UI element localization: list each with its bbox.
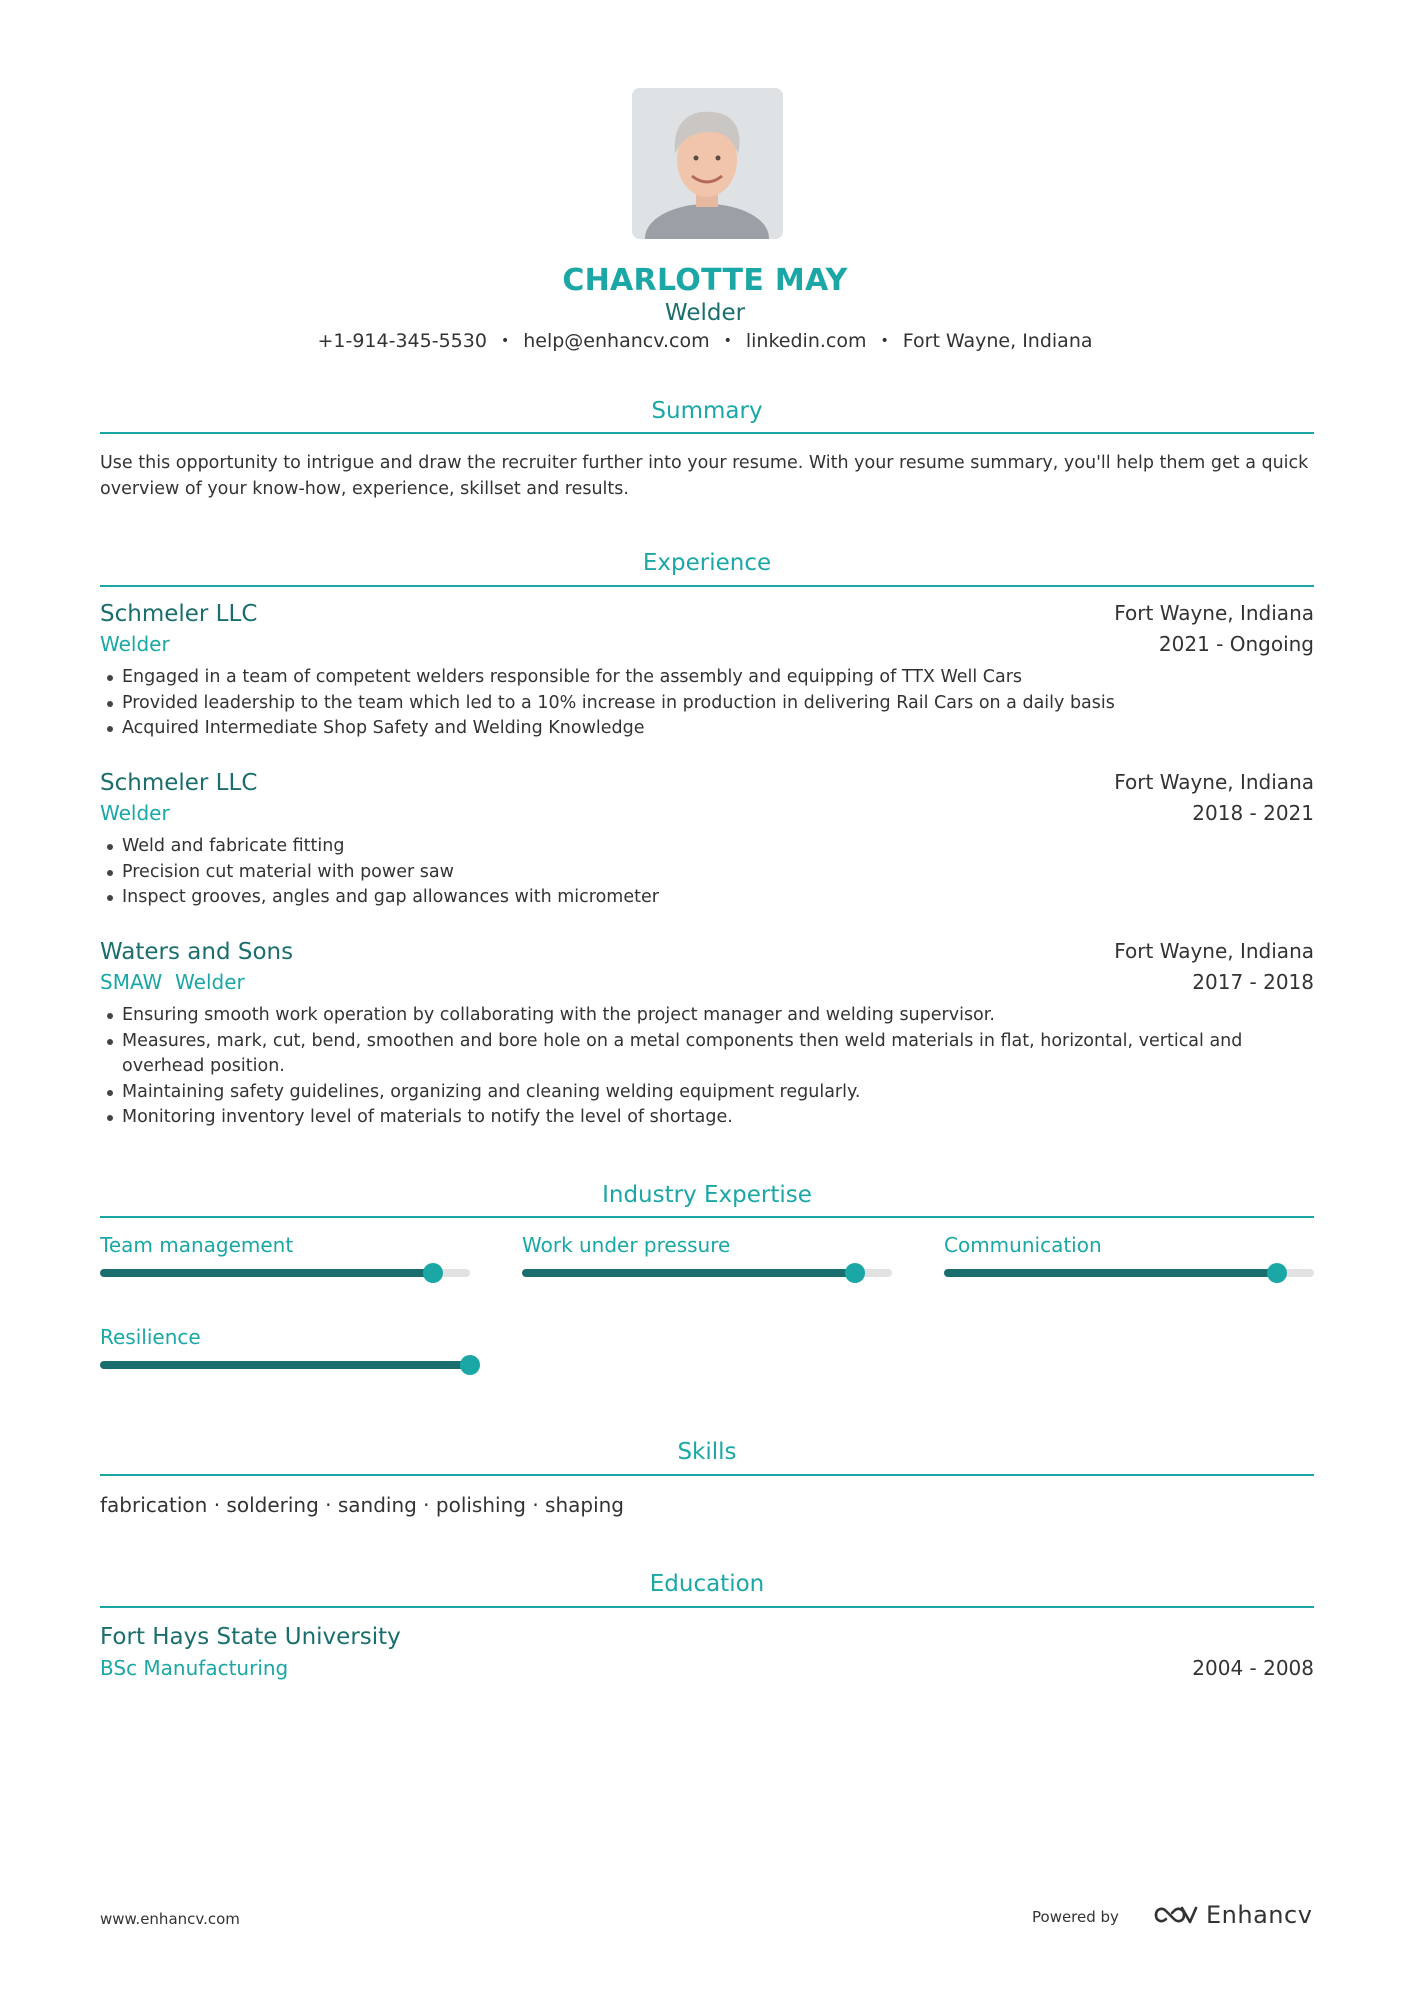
job-bullet: Maintaining safety guidelines, organizing and cleaning welding equipment regularly.	[100, 1080, 1314, 1106]
footer-url[interactable]: www.enhancv.com	[100, 1910, 240, 1928]
footer-brand[interactable]	[1152, 1900, 1312, 1930]
separator-dot: •	[500, 333, 510, 349]
job-dates: 2021 - Ongoing	[1158, 632, 1314, 656]
job-company: Waters and Sons	[100, 939, 294, 965]
job-entry	[100, 939, 1314, 1139]
expertise-label: Communication	[944, 1233, 1102, 1257]
enhancv-logo-icon	[1152, 1903, 1198, 1927]
job-bullets	[100, 834, 1314, 911]
expertise-item	[522, 1233, 892, 1257]
skills-list: fabrication · soldering · sanding · polishing · shaping	[100, 1493, 625, 1517]
expertise-label: Resilience	[100, 1325, 201, 1349]
job-role: SMAW Welder	[100, 970, 245, 994]
summary-text: Use this opportunity to intrigue and draw the recruiter further into your resume. With your resume summary, you'll help them get a quick overview of your know-how, experience, skillset and results.	[100, 453, 1309, 499]
job-bullet: Acquired Intermediate Shop Safety and Welding Knowledge	[100, 716, 1314, 742]
expertise-fill	[100, 1269, 433, 1277]
job-company: Schmeler LLC	[100, 770, 258, 796]
job-location: Fort Wayne, Indiana	[1114, 601, 1314, 625]
job-role: Welder	[100, 801, 170, 825]
job-bullet: Engaged in a team of competent welders responsible for the assembly and equipping of TTX Well Cars	[100, 665, 1314, 691]
expertise-knob	[1267, 1263, 1287, 1283]
experience-divider	[100, 585, 1314, 587]
job-company: Schmeler LLC	[100, 601, 258, 627]
footer-powered-by: Powered by	[1032, 1908, 1119, 1926]
job-bullet: Precision cut material with power saw	[100, 860, 1314, 886]
job-bullet: Weld and fabricate fitting	[100, 834, 1314, 860]
contact-row	[0, 330, 1410, 352]
job-bullet: Provided leadership to the team which led to a 10% increase in production in delivering Rail Cars on a daily basis	[100, 691, 1314, 717]
contact-email[interactable]: help@enhancv.com	[523, 330, 710, 352]
job-bullets	[100, 1003, 1314, 1131]
contact-linkedin[interactable]: linkedin.com	[745, 330, 867, 352]
job-bullet: Inspect grooves, angles and gap allowances with micrometer	[100, 885, 1314, 911]
expertise-heading: Industry Expertise	[602, 1182, 812, 1208]
footer-brand-name: Enhancv	[1206, 1901, 1313, 1929]
job-dates: 2017 - 2018	[1192, 970, 1314, 994]
job-entry	[100, 770, 1314, 920]
profile-photo	[632, 88, 783, 239]
job-bullets	[100, 665, 1314, 742]
expertise-fill	[100, 1361, 470, 1369]
education-dates: 2004 - 2008	[1192, 1656, 1314, 1680]
expertise-knob	[460, 1355, 480, 1375]
job-location: Fort Wayne, Indiana	[1114, 939, 1314, 963]
skills-divider	[100, 1474, 1314, 1476]
summary-divider	[100, 432, 1314, 434]
job-dates: 2018 - 2021	[1192, 801, 1314, 825]
expertise-fill	[944, 1269, 1277, 1277]
contact-phone[interactable]: +1-914-345-5530	[317, 330, 487, 352]
job-bullet: Ensuring smooth work operation by collaborating with the project manager and welding supervisor.	[100, 1003, 1314, 1029]
job-entry	[100, 601, 1314, 751]
expertise-divider	[100, 1216, 1314, 1218]
expertise-item	[100, 1233, 470, 1257]
job-role: Welder	[100, 632, 170, 656]
expertise-item	[944, 1233, 1314, 1257]
expertise-item	[100, 1325, 470, 1349]
skills-heading: Skills	[677, 1439, 737, 1465]
separator-dot: •	[723, 333, 732, 349]
expertise-knob	[423, 1263, 443, 1283]
education-heading: Education	[649, 1571, 765, 1597]
job-location: Fort Wayne, Indiana	[1114, 770, 1314, 794]
expertise-knob	[845, 1263, 865, 1283]
experience-heading: Experience	[642, 550, 772, 576]
job-bullet: Monitoring inventory level of materials to notify the level of shortage.	[100, 1105, 1314, 1131]
education-degree: BSc Manufacturing	[100, 1656, 289, 1680]
expertise-fill	[522, 1269, 855, 1277]
contact-location: Fort Wayne, Indiana	[902, 330, 1093, 352]
education-divider	[100, 1606, 1314, 1608]
summary-heading: Summary	[651, 398, 763, 424]
expertise-label: Team management	[100, 1233, 294, 1257]
separator-dot: •	[880, 333, 889, 349]
expertise-label: Work under pressure	[522, 1233, 731, 1257]
candidate-title: Welder	[664, 300, 746, 326]
job-bullet: Measures, mark, cut, bend, smoothen and bore hole on a metal components then weld materials in flat, horizontal, vertical and overhead position.	[100, 1029, 1314, 1080]
education-school: Fort Hays State University	[100, 1624, 401, 1650]
candidate-name: CHARLOTTE MAY	[562, 263, 848, 298]
